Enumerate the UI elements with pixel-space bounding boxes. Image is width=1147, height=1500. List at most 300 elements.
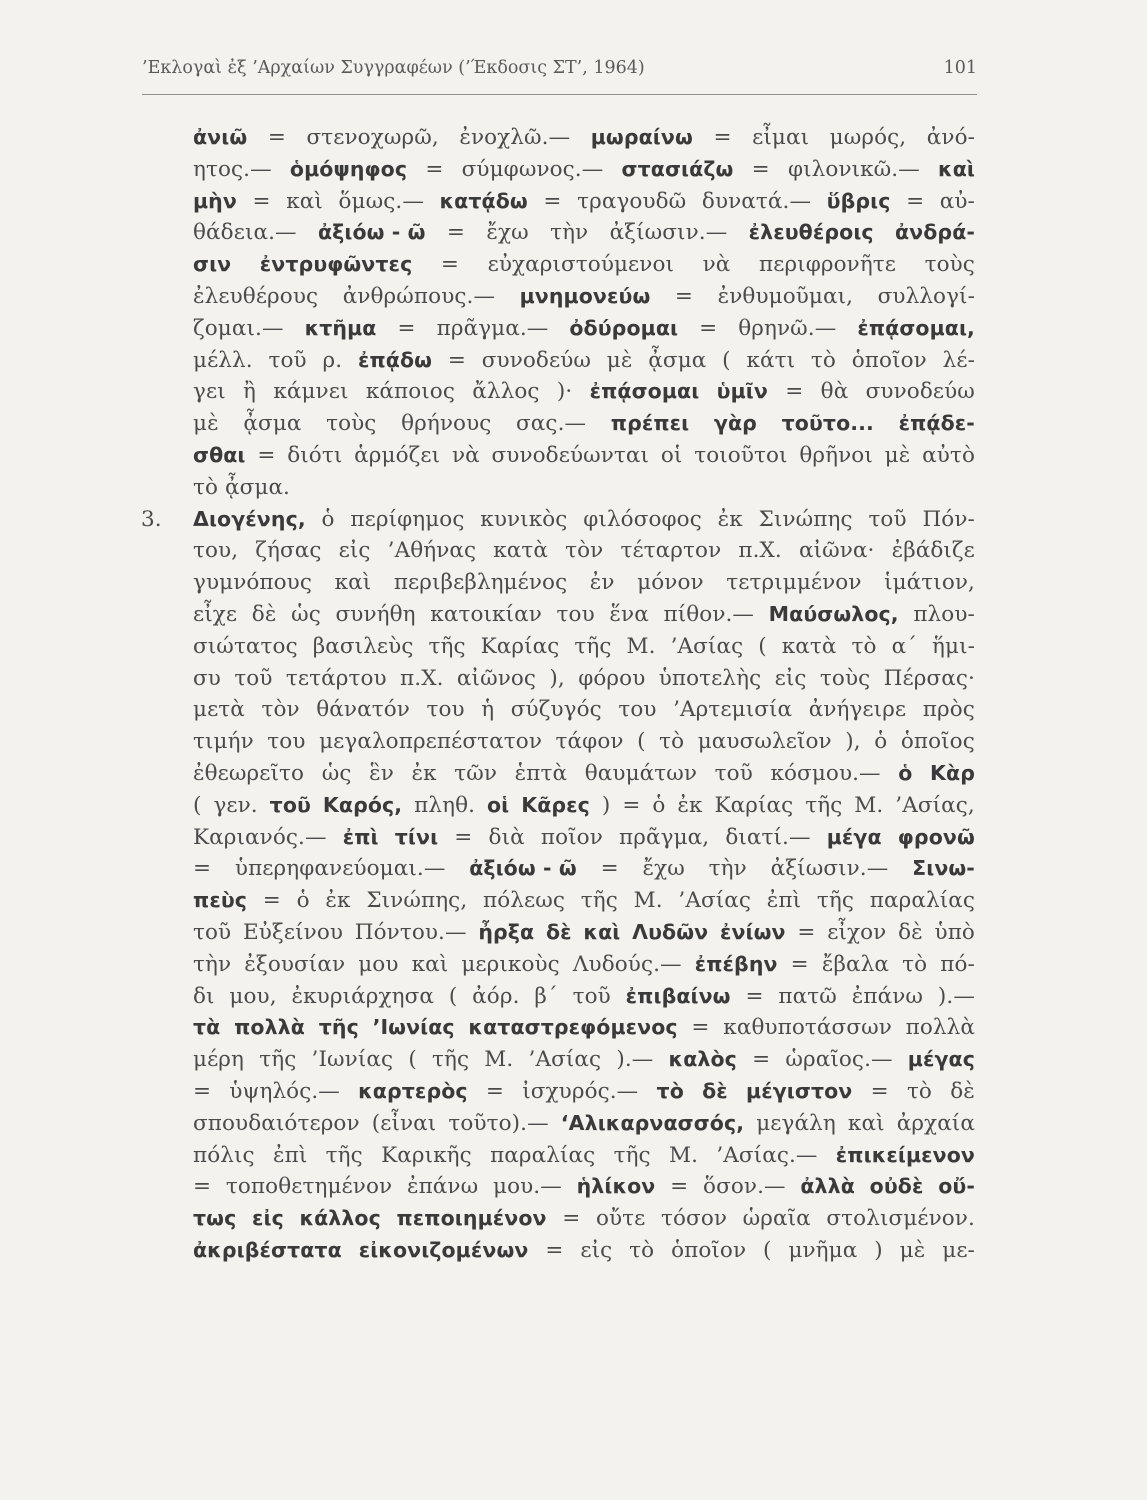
word: Μ. bbox=[626, 633, 656, 659]
word: = bbox=[622, 792, 641, 818]
headword: τως bbox=[193, 1206, 237, 1231]
word: τοποθετημένον bbox=[225, 1174, 393, 1200]
word: τῆς bbox=[816, 888, 855, 914]
headword: οἱ bbox=[487, 792, 510, 817]
word: ᾆσμα bbox=[243, 411, 302, 437]
word: κάτι bbox=[746, 347, 796, 373]
headword: ὁμόψηφος bbox=[289, 156, 408, 181]
word: μὲ bbox=[884, 442, 911, 468]
word: φιλονικῶ.— bbox=[787, 156, 920, 182]
headword: τὰ bbox=[193, 1015, 221, 1040]
word: περίφημος bbox=[350, 506, 465, 532]
word: τῆς bbox=[428, 633, 466, 659]
word: αὐτὸ bbox=[922, 442, 975, 468]
word: Μ. bbox=[633, 888, 663, 914]
headword: ἐπικείμενον bbox=[835, 1142, 975, 1167]
word: πίθον.— bbox=[663, 601, 755, 627]
headword: σιν bbox=[193, 252, 232, 277]
word: ἱμάτιον, bbox=[884, 570, 975, 596]
text-line bbox=[193, 249, 975, 281]
word: εὐχαριστούμενοι bbox=[487, 252, 675, 278]
word: τὴν bbox=[550, 220, 589, 246]
word: τέταρτον bbox=[620, 538, 722, 564]
headword: ἀνδρά- bbox=[894, 220, 975, 245]
headword: ἀλλὰ bbox=[800, 1174, 855, 1199]
word: ’Ασίας bbox=[670, 633, 744, 659]
headword: ἀξιόω - ῶ bbox=[469, 856, 577, 881]
word: = bbox=[752, 1047, 771, 1073]
headword: καλὸς bbox=[668, 1047, 737, 1072]
text-line bbox=[193, 1076, 975, 1108]
headword: ἐπᾴδε- bbox=[898, 411, 975, 436]
word: ὁ bbox=[874, 729, 888, 755]
headword: ἦρξα bbox=[478, 919, 535, 944]
word: εἰς bbox=[774, 665, 807, 691]
text-line bbox=[193, 663, 975, 695]
text-line bbox=[193, 1235, 975, 1267]
word: Πέρσας· bbox=[883, 665, 975, 691]
text-line bbox=[193, 154, 975, 186]
word: κυνικὸς bbox=[480, 506, 568, 532]
text-line bbox=[193, 822, 975, 854]
word: μεγάλη bbox=[756, 1110, 836, 1136]
word: περιβεβλημένος bbox=[393, 570, 568, 596]
word: δι bbox=[193, 983, 215, 1009]
headword: ὁ bbox=[898, 760, 913, 785]
word: ὑπὸ bbox=[934, 919, 975, 945]
word: = bbox=[691, 1015, 710, 1041]
word: ἀξίωσιν.— bbox=[770, 856, 889, 882]
word: τὴν bbox=[193, 951, 232, 977]
word: συνήθη bbox=[335, 601, 416, 627]
word: πλου- bbox=[913, 601, 975, 627]
word: μὲ bbox=[606, 347, 633, 373]
word: ποῖον bbox=[540, 824, 603, 850]
text-line bbox=[193, 885, 975, 917]
word: ’Ασίας bbox=[528, 1047, 602, 1073]
word: νὰ bbox=[702, 252, 731, 278]
word: α΄ bbox=[891, 633, 918, 659]
word: μου, bbox=[229, 983, 277, 1009]
word: ἡ bbox=[481, 697, 495, 723]
headword: δὲ bbox=[702, 1078, 728, 1103]
word: θάδεια.— bbox=[193, 220, 297, 246]
headword: εἰκονιζομένων bbox=[358, 1237, 529, 1262]
headword: ἀνιῶ bbox=[193, 125, 248, 149]
word: δὲ bbox=[898, 919, 923, 945]
word: ἀνήγειρε bbox=[808, 697, 907, 723]
word: ὅμως.— bbox=[338, 188, 424, 214]
word: Καριανός.— bbox=[193, 824, 327, 850]
word: ὁ bbox=[652, 792, 666, 818]
text-line bbox=[193, 1140, 975, 1172]
word: ( bbox=[758, 633, 767, 659]
word: Σινώπης bbox=[758, 506, 853, 532]
word: μὲ bbox=[193, 411, 219, 437]
word: μου.— bbox=[493, 1174, 562, 1200]
word: διατί.— bbox=[725, 824, 811, 850]
word: πόλις bbox=[193, 1142, 255, 1168]
word: εἰς bbox=[580, 1237, 613, 1263]
word: του bbox=[426, 697, 465, 723]
word: ), bbox=[549, 665, 565, 691]
word: = bbox=[440, 252, 460, 278]
headword: μὴν bbox=[193, 188, 237, 213]
word: σύζυγός bbox=[510, 697, 602, 723]
word: )· bbox=[556, 379, 573, 405]
headword: Μαύσωλος, bbox=[768, 601, 899, 626]
word: τοὺς bbox=[326, 411, 377, 437]
word: τοιοῦτοι bbox=[694, 442, 788, 468]
text-line bbox=[193, 186, 975, 218]
word: μνῆμα bbox=[788, 1237, 858, 1263]
word: εἰς bbox=[338, 538, 371, 564]
page-number: 101 bbox=[943, 58, 977, 78]
word: τὸ ᾆσμα. bbox=[193, 474, 290, 500]
headword: μέγιστον bbox=[746, 1078, 853, 1103]
text-line bbox=[193, 313, 975, 345]
word: ἐκ bbox=[325, 888, 351, 914]
word: τιμήν bbox=[193, 729, 254, 755]
word: = bbox=[257, 442, 276, 468]
text-line bbox=[193, 440, 975, 472]
word: = bbox=[252, 188, 271, 214]
word: θαυμάτων bbox=[584, 760, 698, 786]
text-line bbox=[193, 1012, 975, 1044]
word: του bbox=[618, 697, 657, 723]
headword: μέγα bbox=[826, 824, 882, 849]
word: περιφρονῆτε bbox=[758, 252, 897, 278]
word: ἐκυριάρχησα bbox=[291, 983, 434, 1009]
text-line bbox=[193, 917, 975, 949]
word: μαυσωλεῖον bbox=[697, 729, 832, 755]
word: π.Χ. bbox=[738, 538, 782, 564]
word: καθυποτάσσων bbox=[723, 1015, 892, 1041]
word: ( bbox=[722, 347, 731, 373]
word: συ bbox=[193, 665, 221, 691]
word: δὲ bbox=[950, 1078, 975, 1104]
headword: ὑμῖν bbox=[716, 379, 768, 404]
word: ἐνθυμοῦμαι, bbox=[717, 283, 854, 309]
word: = bbox=[543, 188, 562, 214]
word: συνοδεύω bbox=[865, 379, 975, 405]
word: ’Ασίας bbox=[678, 888, 752, 914]
headword: ἐπιβαίνω bbox=[625, 983, 731, 1008]
word: ἕνα bbox=[609, 601, 649, 627]
word: τοῦτο).— bbox=[448, 1110, 549, 1136]
word: = bbox=[790, 951, 809, 977]
headword: στασιάζω bbox=[621, 156, 734, 181]
headword: ἐπέβην bbox=[694, 951, 778, 976]
word: ὁποῖον bbox=[851, 347, 927, 373]
word: ἔβαλα bbox=[821, 951, 890, 977]
word: ’Αθήνας bbox=[387, 538, 477, 564]
word: γυμνόπους bbox=[193, 570, 312, 596]
text-line bbox=[141, 504, 975, 536]
word: = bbox=[193, 1174, 212, 1200]
word: τὸ bbox=[810, 347, 836, 373]
word: στενοχωρῶ, bbox=[306, 125, 439, 150]
word: ἔχω bbox=[486, 220, 529, 246]
word: θρηνῶ.— bbox=[738, 315, 837, 341]
word: ἓν bbox=[369, 760, 394, 786]
word: ), bbox=[845, 729, 861, 755]
word: Καρικῆς bbox=[381, 1142, 472, 1168]
word: ὑψηλός.— bbox=[229, 1078, 340, 1104]
word: τοῦ bbox=[572, 983, 611, 1009]
headword: Σινω- bbox=[912, 856, 975, 881]
headword: τίνι bbox=[394, 824, 439, 849]
word: ἰσχυρός.— bbox=[522, 1078, 639, 1104]
word: τῆς bbox=[580, 888, 618, 914]
word: τὸν bbox=[261, 697, 300, 723]
word: μωρός, bbox=[829, 125, 907, 150]
word: τοῦ bbox=[234, 665, 273, 691]
word: τοῦ bbox=[714, 760, 753, 786]
word: τῆς bbox=[325, 1142, 363, 1168]
text-line bbox=[193, 599, 975, 631]
headword: εἰς bbox=[251, 1206, 284, 1231]
word: ᾆσμα bbox=[648, 347, 707, 373]
word: του bbox=[556, 601, 595, 627]
headword: ὀδύρομαι bbox=[569, 315, 679, 340]
word: ρ. bbox=[322, 347, 343, 373]
word: ’Αρτεμισία bbox=[673, 697, 793, 723]
headword: οὔ- bbox=[938, 1174, 975, 1199]
word: = bbox=[397, 315, 416, 341]
word: μεγαλοπρεπέστατον bbox=[319, 729, 542, 755]
word: τετριμμένον bbox=[726, 570, 862, 596]
word: = bbox=[751, 156, 770, 182]
word: = bbox=[745, 983, 764, 1009]
headword: μέγας bbox=[907, 1047, 975, 1072]
word: τοῦ bbox=[268, 347, 307, 373]
word: τῆς bbox=[613, 1142, 651, 1168]
word: ὁ bbox=[296, 888, 310, 914]
word: κάποιος bbox=[365, 379, 455, 405]
text-line bbox=[193, 376, 975, 408]
word: ἐθεωρεῖτο bbox=[193, 760, 305, 786]
running-header bbox=[142, 58, 977, 78]
word: καὶ bbox=[847, 1110, 885, 1136]
word: τόσον bbox=[661, 1206, 728, 1232]
text-line bbox=[193, 790, 975, 822]
word: θάνατόν bbox=[316, 697, 410, 723]
word: μόνον bbox=[637, 570, 704, 596]
word: πατῶ bbox=[778, 983, 837, 1009]
word: τοὺς bbox=[924, 252, 975, 278]
headword: ἐπᾴδω bbox=[357, 347, 433, 372]
headword: Κὰρ bbox=[930, 760, 975, 785]
word: ἐπάνω bbox=[406, 1174, 479, 1200]
word: εἶχε bbox=[193, 601, 238, 627]
headword: πρέπει bbox=[610, 411, 690, 436]
word: ἁρμόζει bbox=[354, 442, 441, 468]
word: = bbox=[446, 220, 466, 246]
word: διότι bbox=[287, 442, 343, 468]
text-line bbox=[193, 122, 975, 154]
headword: μνημονεύω bbox=[519, 283, 651, 308]
text-line bbox=[193, 567, 975, 599]
word: ’Ασίας, bbox=[895, 792, 975, 818]
word: μου bbox=[358, 951, 399, 977]
word: ἐκ bbox=[677, 792, 703, 818]
word: ( bbox=[448, 983, 458, 1009]
word: ὡς bbox=[321, 760, 352, 786]
word: ἐξουσίαν bbox=[244, 951, 346, 977]
word: νὰ bbox=[451, 442, 480, 468]
text-line bbox=[193, 535, 975, 567]
header-title: ’Εκλογαὶ ἐξ ’Αρχαίων Συγγραφέων (’Έκδοσις ΣΤ’, 1964) bbox=[142, 58, 645, 78]
word: ἑπτὰ bbox=[514, 760, 568, 786]
word: ὁ bbox=[321, 506, 335, 532]
text-line bbox=[193, 281, 975, 313]
word: τραγουδῶ bbox=[577, 188, 687, 214]
word: Μ. bbox=[854, 792, 884, 818]
text-line bbox=[193, 1044, 975, 1076]
glossary-text bbox=[141, 122, 975, 1267]
word: ( bbox=[408, 1047, 417, 1073]
word: τὴν bbox=[708, 856, 747, 882]
word: δυνατά.— bbox=[701, 188, 812, 214]
word: παραλίας bbox=[869, 888, 975, 914]
word: συνοδεύωνται bbox=[491, 442, 650, 468]
headword: κτῆμα bbox=[304, 315, 377, 340]
word: Λυδούς.— bbox=[572, 951, 682, 977]
word: μετὰ bbox=[193, 697, 245, 723]
word: αἰῶνος bbox=[456, 665, 537, 691]
text-line bbox=[193, 217, 975, 249]
word: ἢ bbox=[243, 379, 257, 405]
headword: ἐπὶ bbox=[342, 824, 379, 849]
word: μὲ bbox=[899, 1237, 926, 1263]
word: πρᾶγμα.— bbox=[436, 315, 549, 341]
word: τῆς bbox=[574, 633, 612, 659]
word: Σινώπης, bbox=[366, 888, 468, 914]
word: = bbox=[870, 1078, 889, 1104]
word: = bbox=[454, 824, 473, 850]
word: τὸ bbox=[629, 1237, 655, 1263]
headword: ἐπᾴσομαι bbox=[589, 379, 700, 404]
word: = bbox=[262, 888, 281, 914]
headword: Κᾶρες bbox=[521, 792, 590, 817]
word: τῶν bbox=[454, 760, 498, 786]
word: σύμφωνος.— bbox=[461, 156, 604, 182]
word: ἥμι- bbox=[932, 633, 975, 659]
word: ὡραῖος.— bbox=[785, 1047, 893, 1073]
word: τὸν bbox=[565, 538, 604, 564]
word: του, bbox=[193, 538, 239, 564]
word: πληθ. bbox=[414, 792, 476, 818]
word: οἱ bbox=[660, 442, 683, 468]
word: ὁποῖος bbox=[900, 729, 975, 755]
headword: ἡλίκον bbox=[576, 1174, 656, 1199]
word: ἐπάνω bbox=[851, 983, 924, 1009]
word: πρὸς bbox=[922, 697, 975, 723]
word: πό- bbox=[940, 951, 975, 977]
header-rule bbox=[142, 94, 977, 95]
word: δὲ bbox=[251, 601, 277, 627]
section-number: 3. bbox=[141, 506, 162, 532]
headword: ἀξιόω - ῶ bbox=[317, 220, 426, 245]
word: αὐ- bbox=[939, 188, 975, 214]
word: = bbox=[425, 156, 444, 182]
word: = bbox=[485, 1078, 504, 1104]
text-line bbox=[193, 758, 975, 790]
word: ὅσον.— bbox=[703, 1174, 786, 1200]
word: ἐκ bbox=[411, 760, 437, 786]
headword: Διογένης, bbox=[193, 506, 306, 531]
word: ’Ασίας.— bbox=[716, 1142, 818, 1168]
word: βασιλεὺς bbox=[312, 633, 414, 659]
text-line bbox=[193, 631, 975, 663]
word: σπουδαιότερον bbox=[193, 1110, 360, 1136]
headword: Λυδῶν bbox=[632, 919, 709, 944]
headword: καρτερὸς bbox=[358, 1078, 468, 1103]
word: γει bbox=[193, 379, 226, 405]
headword: δὲ bbox=[545, 919, 572, 944]
word: τὸ bbox=[906, 1078, 932, 1104]
word: ἐπὶ bbox=[766, 888, 802, 914]
word: τοὺς bbox=[819, 665, 871, 691]
word: φόρου bbox=[578, 665, 646, 691]
word: παραλίας bbox=[490, 1142, 596, 1168]
headword: τοῦτο... bbox=[781, 411, 874, 436]
word: = bbox=[545, 1237, 564, 1263]
word: ἐβάδιζε bbox=[891, 538, 975, 564]
word: ὡραῖα bbox=[742, 1206, 811, 1232]
headword: ’Ιωνίας bbox=[372, 1015, 455, 1040]
word: Πόντου.— bbox=[354, 919, 467, 945]
word: Καρίας bbox=[480, 633, 560, 659]
word: σιώτατος bbox=[193, 633, 298, 659]
word: = bbox=[562, 1206, 581, 1232]
word: Μ. bbox=[484, 1047, 514, 1073]
headword: Καρός, bbox=[322, 792, 403, 817]
text-line bbox=[193, 853, 975, 885]
headword: καταστρεφόμενος bbox=[468, 1015, 678, 1040]
word: ( bbox=[193, 792, 202, 818]
word: αἰῶνα· bbox=[798, 538, 875, 564]
word: ἀνό- bbox=[926, 125, 975, 150]
headword: ἐλευθέροις bbox=[748, 220, 874, 245]
word: μερικοὺς bbox=[461, 951, 560, 977]
word: = bbox=[785, 379, 804, 405]
word: θρῆνοι bbox=[799, 442, 873, 468]
word: ’Ιωνίας bbox=[311, 1047, 394, 1073]
word: ὡς bbox=[291, 601, 321, 627]
word: κόσμου.— bbox=[770, 760, 881, 786]
word: συλλογί- bbox=[877, 283, 975, 309]
word: κατοικίαν bbox=[430, 601, 542, 627]
headword: μωραίνω bbox=[590, 125, 693, 149]
word: τοῦ bbox=[193, 919, 232, 945]
word: ἐνοχλῶ.— bbox=[459, 125, 571, 150]
word: οὔτε bbox=[595, 1206, 646, 1232]
word: ἀνθρώπους.— bbox=[342, 283, 496, 309]
word: = bbox=[670, 1174, 689, 1200]
word: ἐν bbox=[589, 570, 615, 596]
word: = bbox=[193, 856, 212, 882]
headword: καὶ bbox=[583, 919, 621, 944]
text-line bbox=[193, 1171, 975, 1203]
word: τοῦ bbox=[868, 506, 907, 532]
text-line bbox=[193, 1108, 975, 1140]
headword: ‘Αλικαρνασσός, bbox=[560, 1110, 745, 1135]
headword: πεποιημένον bbox=[396, 1206, 547, 1231]
word: = bbox=[193, 1078, 212, 1104]
word: ἀρχαία bbox=[896, 1110, 975, 1136]
